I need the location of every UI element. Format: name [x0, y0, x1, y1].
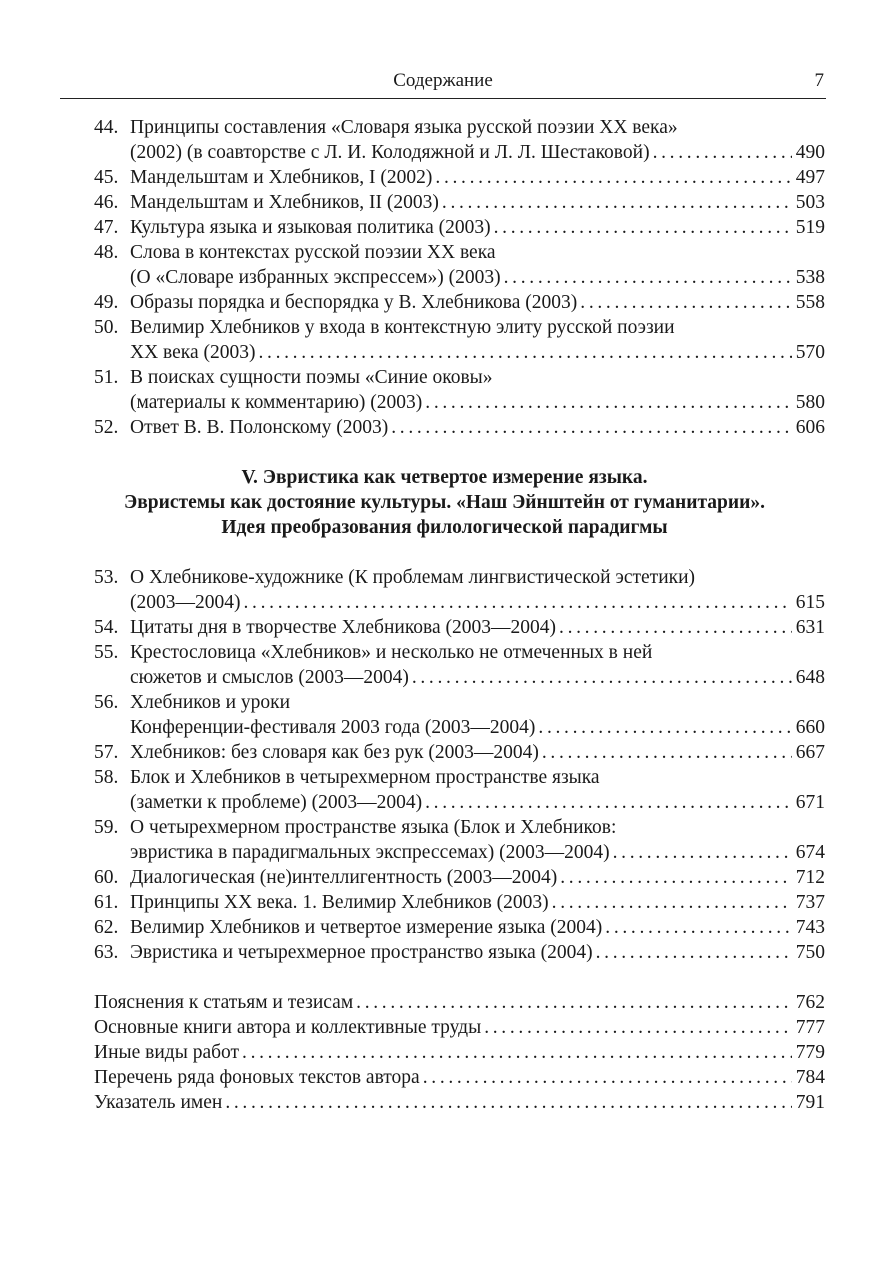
- toc-entry-line: [94, 990, 825, 1015]
- toc-entry-line: [94, 1040, 825, 1065]
- entry-number: 49.: [94, 292, 119, 313]
- section-heading-line: Эвристемы как достояние культуры. «Наш Эйнштейн от гуманитарии».: [124, 492, 765, 513]
- entry-page-number: 674: [795, 842, 825, 863]
- toc-entry[interactable]: [94, 315, 825, 365]
- entry-title: Иные виды работ: [94, 1042, 240, 1063]
- dot-leader: [559, 615, 792, 640]
- dot-leader: [258, 340, 791, 365]
- toc-entry[interactable]: [94, 890, 825, 915]
- entry-page-number: 615: [795, 592, 825, 613]
- entry-title: Пояснения к статьям и тезисам: [94, 992, 354, 1013]
- entry-page-number: 762: [795, 992, 825, 1013]
- entry-title: Велимир Хлебников у входа в контекстную элиту русской поэзии: [130, 317, 675, 338]
- toc-entry-line: [94, 790, 825, 815]
- dot-leader: [356, 990, 792, 1015]
- toc-entry[interactable]: [94, 1065, 825, 1090]
- toc-entry-line: [94, 715, 825, 740]
- entry-title: Блок и Хлебников в четырехмерном пространстве языка: [130, 767, 600, 788]
- entry-number: 54.: [94, 617, 119, 638]
- entry-title: Хлебников: без словаря как без рук (2003—2004): [130, 742, 539, 763]
- dot-leader: [613, 840, 792, 865]
- entry-number: [94, 665, 130, 690]
- dot-leader: [605, 915, 791, 940]
- entry-number: 63.: [94, 942, 119, 963]
- entry-title: Культура языка и языковая политика (2003): [130, 217, 491, 238]
- section-heading-line: V. Эвристика как четвертое измерение языка.: [241, 467, 648, 488]
- entry-number: 62.: [94, 917, 119, 938]
- toc-entry-line: [94, 1065, 825, 1090]
- entry-page-number: 580: [795, 392, 825, 413]
- dot-leader: [538, 715, 791, 740]
- entry-title: Крестословица «Хлебников» и несколько не отмеченных в ней: [130, 642, 653, 663]
- toc-entry-line: [94, 690, 825, 715]
- entry-title: Мандельштам и Хлебников, II (2003): [130, 192, 439, 213]
- entry-title: Хлебников и уроки: [130, 692, 291, 713]
- entry-number: [94, 390, 130, 415]
- toc-entry-line: [94, 765, 825, 790]
- entry-number: 44.: [94, 117, 119, 138]
- entry-number: 51.: [94, 367, 119, 388]
- section-heading-line: Идея преобразования филологической парадигмы: [221, 517, 668, 538]
- entry-number: 57.: [94, 742, 119, 763]
- entry-page-number: 648: [795, 667, 825, 688]
- section-heading: [64, 465, 825, 540]
- toc-entry[interactable]: [94, 1090, 825, 1115]
- toc-entry-line: [94, 890, 825, 915]
- toc-entry-line: [94, 265, 825, 290]
- toc-entry[interactable]: [94, 690, 825, 740]
- dot-leader: [412, 665, 792, 690]
- entry-page-number: 497: [795, 167, 825, 188]
- entry-title: Велимир Хлебников и четвертое измерение языка (2004): [130, 917, 603, 938]
- toc-entry-line: [94, 115, 825, 140]
- entry-title: (заметки к проблеме) (2003—2004): [130, 792, 423, 813]
- entry-title: эвристика в парадигмальных экспрессемах) (2003—2004): [130, 842, 610, 863]
- entry-page-number: 743: [795, 917, 825, 938]
- entry-number: 48.: [94, 242, 119, 263]
- toc-entry-line: [94, 165, 825, 190]
- dot-leader: [425, 790, 792, 815]
- toc-entry[interactable]: [94, 115, 825, 165]
- toc-entry[interactable]: [94, 215, 825, 240]
- dot-leader: [596, 940, 792, 965]
- toc-entry[interactable]: [94, 565, 825, 615]
- dot-leader: [542, 740, 792, 765]
- entry-title: Диалогическая (не)интеллигентность (2003—2004): [130, 867, 558, 888]
- entry-number: [94, 265, 130, 290]
- toc-entry[interactable]: [94, 640, 825, 690]
- toc-entry[interactable]: [94, 365, 825, 415]
- entry-page-number: 667: [795, 742, 825, 763]
- toc-entry-line: [94, 865, 825, 890]
- entry-number: [94, 715, 130, 740]
- toc-entry[interactable]: [94, 740, 825, 765]
- entry-number: 59.: [94, 817, 119, 838]
- entry-title: В поисках сущности поэмы «Синие оковы»: [130, 367, 493, 388]
- entry-page-number: 558: [795, 292, 825, 313]
- toc-entry-line: [94, 640, 825, 665]
- entry-number: [94, 140, 130, 165]
- entry-title: (2003—2004): [130, 592, 241, 613]
- dot-leader: [552, 890, 792, 915]
- toc-entry[interactable]: [94, 940, 825, 965]
- toc-entry[interactable]: [94, 190, 825, 215]
- entry-title: Ответ В. В. Полонскому (2003): [130, 417, 389, 438]
- entry-page-number: 671: [795, 792, 825, 813]
- toc-entry-line: [94, 1015, 825, 1040]
- toc-entry[interactable]: [94, 865, 825, 890]
- entry-title: Указатель имен: [94, 1092, 223, 1113]
- entry-title: XX века (2003): [130, 342, 256, 363]
- entry-page-number: 737: [795, 892, 825, 913]
- toc-entry[interactable]: [94, 765, 825, 815]
- dot-leader: [580, 290, 791, 315]
- entry-page-number: 660: [795, 717, 825, 738]
- toc-entry-line: [94, 590, 825, 615]
- entry-title: (материалы к комментарию) (2003): [130, 392, 423, 413]
- toc-entry-line: [94, 140, 825, 165]
- toc-entry-line: [94, 290, 825, 315]
- toc-entry-line: [94, 340, 825, 365]
- toc-entry-line: [94, 565, 825, 590]
- entry-title: Мандельштам и Хлебников, I (2002): [130, 167, 433, 188]
- entry-page-number: 779: [795, 1042, 825, 1063]
- toc-entry-line: [94, 615, 825, 640]
- entry-page-number: 631: [795, 617, 825, 638]
- entry-number: [94, 840, 130, 865]
- toc-entry-line: [94, 1090, 825, 1115]
- dot-leader: [504, 265, 792, 290]
- entry-number: [94, 790, 130, 815]
- dot-leader: [391, 415, 792, 440]
- entry-page-number: 750: [795, 942, 825, 963]
- entry-title: Основные книги автора и коллективные труды: [94, 1017, 482, 1038]
- dot-leader: [442, 190, 792, 215]
- dot-leader: [435, 165, 791, 190]
- entry-number: [94, 340, 130, 365]
- entry-title: (О «Словаре избранных экспрессем») (2003): [130, 267, 501, 288]
- toc-entry-line: [94, 815, 825, 840]
- entry-number: 46.: [94, 192, 119, 213]
- entry-title: сюжетов и смыслов (2003—2004): [130, 667, 409, 688]
- dot-leader: [244, 590, 792, 615]
- entry-title: Принципы XX века. 1. Велимир Хлебников (2003): [130, 892, 549, 913]
- toc-entry[interactable]: [94, 815, 825, 865]
- entry-page-number: 784: [795, 1067, 825, 1088]
- toc-entry-line: [94, 940, 825, 965]
- dot-leader: [423, 1065, 792, 1090]
- toc-entry-line: [94, 915, 825, 940]
- entry-number: 58.: [94, 767, 119, 788]
- entry-number: 45.: [94, 167, 119, 188]
- running-head-title: Содержание: [393, 70, 493, 91]
- dot-leader: [484, 1015, 792, 1040]
- entry-page-number: 490: [795, 142, 825, 163]
- entry-number: 50.: [94, 317, 119, 338]
- toc-entry-line: [94, 315, 825, 340]
- entry-number: 56.: [94, 692, 119, 713]
- dot-leader: [653, 140, 792, 165]
- toc-entry[interactable]: [94, 990, 825, 1015]
- entry-number: 52.: [94, 417, 119, 438]
- toc-entry-line: [94, 740, 825, 765]
- entry-number: [94, 590, 130, 615]
- dot-leader: [225, 1090, 791, 1115]
- toc-entry-line: [94, 415, 825, 440]
- entry-page-number: 503: [795, 192, 825, 213]
- entry-title: О Хлебникове-художнике (К проблемам лингвистической эстетики): [130, 567, 696, 588]
- toc-entry[interactable]: [94, 290, 825, 315]
- toc-entry[interactable]: [94, 1015, 825, 1040]
- toc-entry[interactable]: [94, 1040, 825, 1065]
- entry-page-number: 606: [795, 417, 825, 438]
- dot-leader: [560, 865, 792, 890]
- entry-number: 60.: [94, 867, 119, 888]
- entry-number: 61.: [94, 892, 119, 913]
- entry-title: Эвристика и четырехмерное пространство языка (2004): [130, 942, 593, 963]
- toc-entry-line: [94, 665, 825, 690]
- entry-title: Образы порядка и беспорядка у В. Хлебникова (2003): [130, 292, 578, 313]
- toc-entry-line: [94, 240, 825, 265]
- entry-title: Слова в контекстах русской поэзии XX века: [130, 242, 496, 263]
- toc-entry[interactable]: [94, 240, 825, 290]
- toc-entry[interactable]: [94, 415, 825, 440]
- toc-entry-line: [94, 215, 825, 240]
- toc-group-part-5: [94, 565, 825, 965]
- entry-page-number: 570: [795, 342, 825, 363]
- entry-number: 47.: [94, 217, 119, 238]
- entry-page-number: 777: [795, 1017, 825, 1038]
- toc-group-part-4: [94, 115, 825, 440]
- entry-number: 53.: [94, 567, 119, 588]
- toc-entry[interactable]: [94, 615, 825, 640]
- dot-leader: [242, 1040, 792, 1065]
- page-number: 7: [814, 70, 824, 91]
- entry-page-number: 712: [795, 867, 825, 888]
- toc-entry[interactable]: [94, 165, 825, 190]
- toc-entry-line: [94, 840, 825, 865]
- toc-entry-line: [94, 390, 825, 415]
- running-head: [60, 68, 826, 99]
- toc-group-back-matter: [94, 990, 825, 1115]
- table-of-contents: [94, 115, 825, 1115]
- dot-leader: [425, 390, 791, 415]
- entry-title: Цитаты дня в творчестве Хлебникова (2003—2004): [130, 617, 557, 638]
- entry-title: Принципы составления «Словаря языка русской поэзии XX века»: [130, 117, 678, 138]
- entry-page-number: 791: [795, 1092, 825, 1113]
- toc-entry[interactable]: [94, 915, 825, 940]
- toc-entry-line: [94, 190, 825, 215]
- entry-title: (2002) (в соавторстве с Л. И. Колодяжной и Л. Л. Шестаковой): [130, 142, 650, 163]
- entry-title: Перечень ряда фоновых текстов автора: [94, 1067, 420, 1088]
- entry-page-number: 538: [795, 267, 825, 288]
- dot-leader: [494, 215, 792, 240]
- entry-number: 55.: [94, 642, 119, 663]
- entry-title: Конференции-фестиваля 2003 года (2003—2004): [130, 717, 536, 738]
- entry-page-number: 519: [795, 217, 825, 238]
- toc-entry-line: [94, 365, 825, 390]
- entry-title: О четырехмерном пространстве языка (Блок и Хлебников:: [130, 817, 617, 838]
